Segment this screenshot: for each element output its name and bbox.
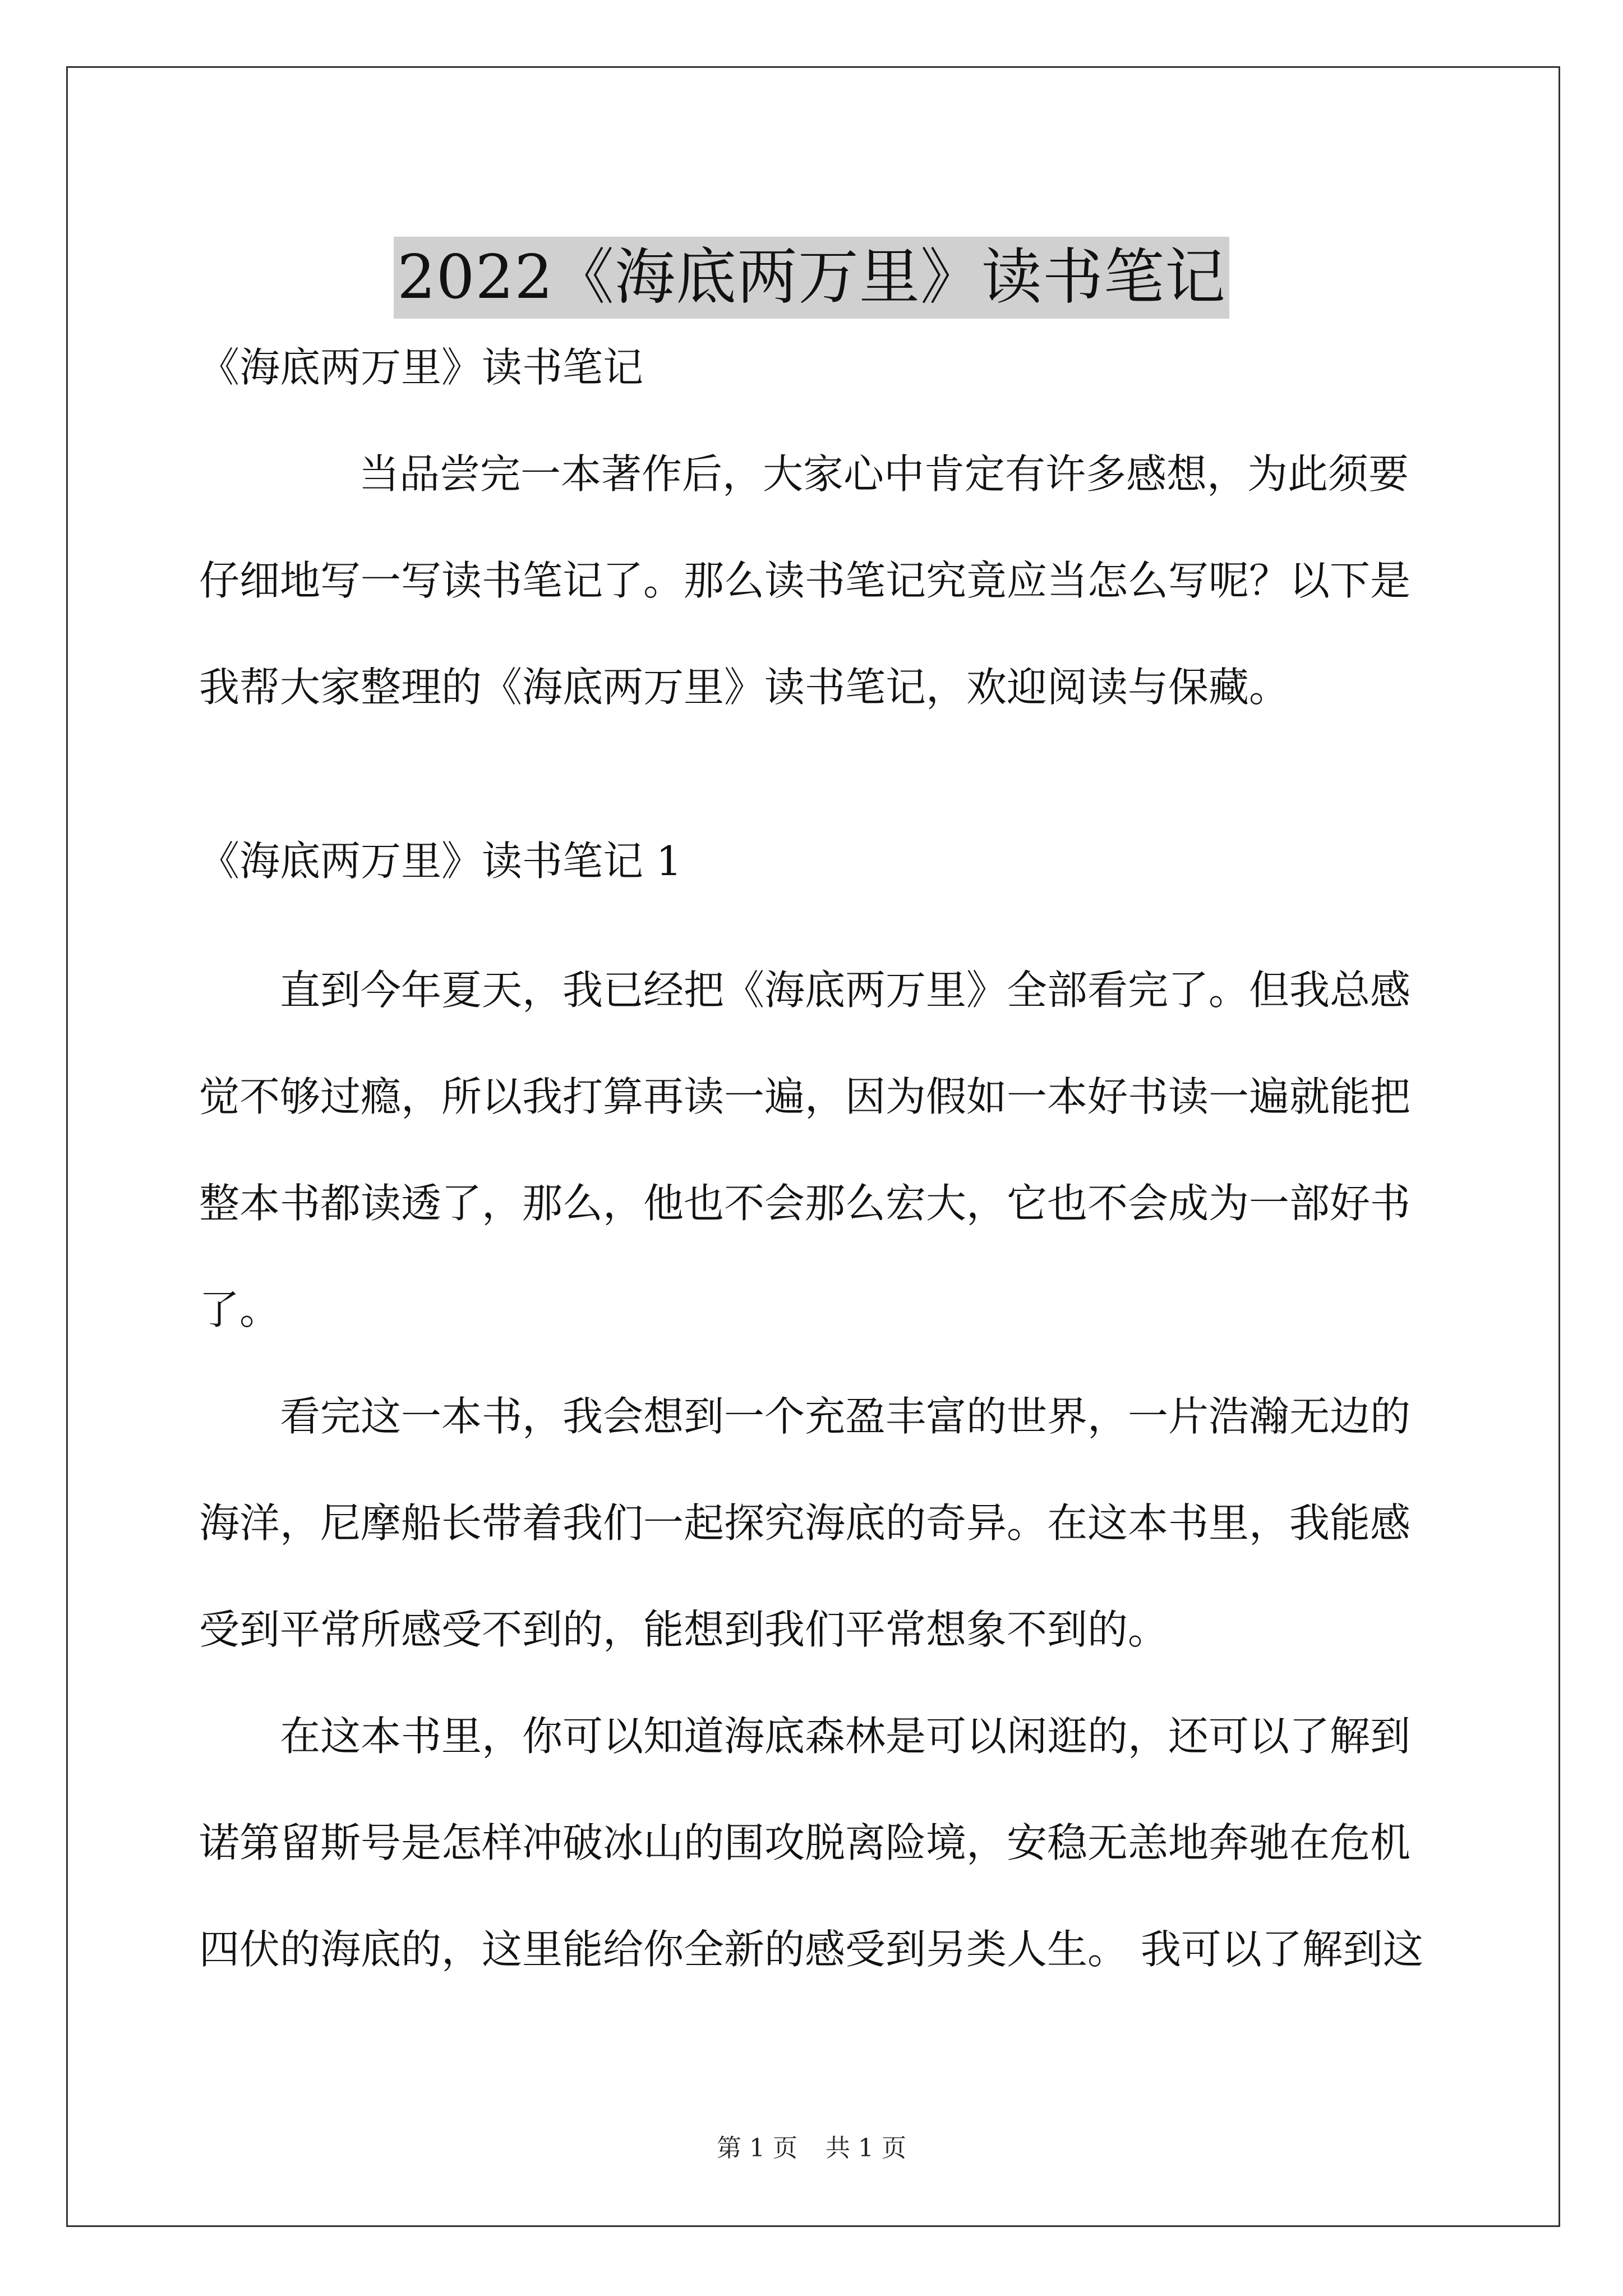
paragraph-line: 诺第留斯号是怎样冲破冰山的围攻脱离险境，安稳无恙地奔驰在危机 — [199, 1819, 1411, 1866]
title-area — [0, 196, 1623, 360]
page-total: 共 1 页 — [826, 2134, 906, 2162]
page-footer — [0, 2132, 1623, 2165]
paragraph-2 — [199, 1363, 1433, 1683]
intro-paragraph — [199, 421, 1433, 740]
paragraph-line: 受到平常所感受不到的，能想到我们平常想象不到的。 — [199, 1606, 1169, 1653]
section-heading: 《海底两万里》读书笔记 1 — [199, 838, 682, 885]
page-number: 第 1 页 — [717, 2134, 797, 2162]
document-body — [199, 337, 1433, 2003]
paragraph-line: 海洋，尼摩船长带着我们一起探究海底的奇异。在这本书里，我能感 — [199, 1499, 1411, 1547]
paragraph-line: 四伏的海底的，这里能给你全新的感受到另类人生。 我可以了解到这 — [199, 1926, 1423, 1973]
paragraph-line: 觉不够过瘾，所以我打算再读一遍，因为假如一本好书读一遍就能把 — [199, 1073, 1411, 1120]
paragraph-line: 直到今年夏天，我已经把《海底两万里》全部看完了。但我总感 — [280, 967, 1411, 1014]
paragraph-line: 仔细地写一写读书笔记了。那么读书笔记究竟应当怎么写呢？以下是 — [199, 557, 1411, 604]
paragraph-line: 整本书都读透了，那么，他也不会那么宏大，它也不会成为一部好书 — [199, 1180, 1411, 1227]
document-title: 2022《海底两万里》读书笔记 — [394, 237, 1229, 319]
paragraph-line: 我帮大家整理的《海底两万里》读书笔记，欢迎阅读与保藏。 — [199, 664, 1290, 711]
paragraph-1 — [199, 937, 1433, 1363]
paragraph-3 — [199, 1683, 1433, 2003]
document-subtitle: 《海底两万里》读书笔记 — [199, 344, 644, 391]
paragraph-line: 了。 — [199, 1286, 280, 1333]
paragraph-line: 看完这一本书，我会想到一个充盈丰富的世界，一片浩瀚无边的 — [280, 1393, 1411, 1440]
paragraph-line: 在这本书里，你可以知道海底森林是可以闲逛的，还可以了解到 — [280, 1713, 1411, 1760]
paragraph-line: 当品尝完一本著作后，大家心中肯定有许多感想，为此须要 — [359, 450, 1409, 498]
